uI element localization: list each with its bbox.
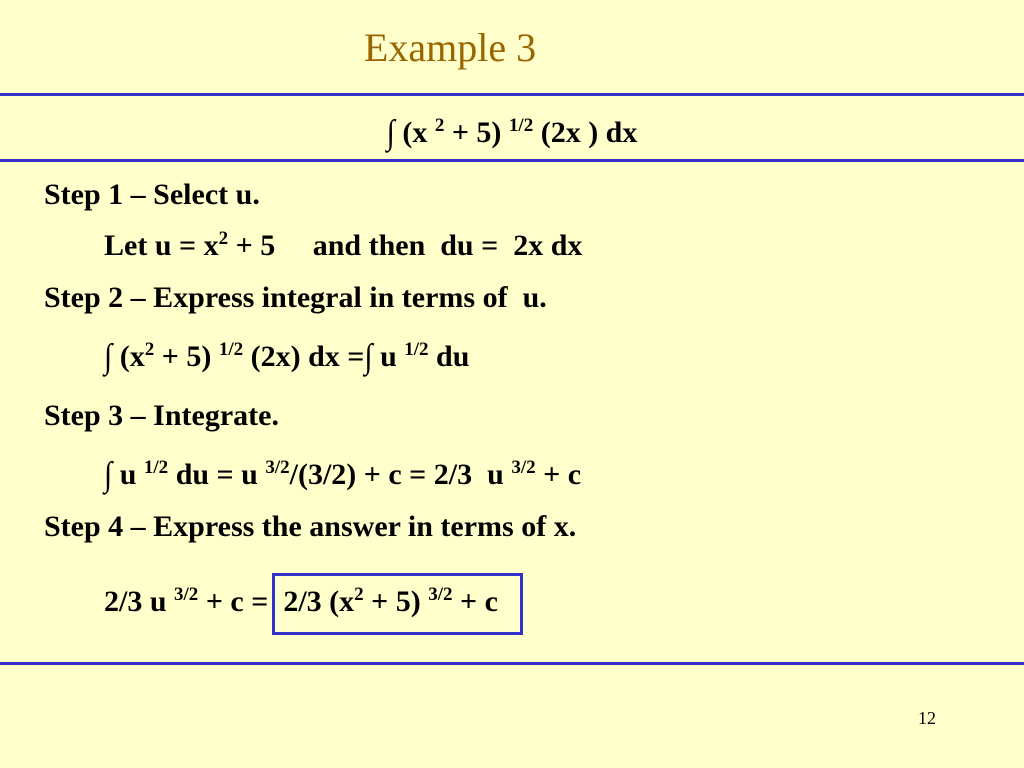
step-2-heading: Step 2 – Express integral in terms of u. xyxy=(44,281,547,314)
step-1-heading: Step 1 – Select u. xyxy=(44,178,260,211)
step-3-exponent-a: 1/2 xyxy=(143,457,169,478)
problem-divider xyxy=(0,159,1024,162)
step-1-substitution xyxy=(104,226,582,266)
step-2-text-e: du xyxy=(428,340,470,373)
step-4-heading: Step 4 – Express the answer in terms of x. xyxy=(44,510,577,543)
step-2-exponent-a: 2 xyxy=(144,339,155,360)
final-answer-text-b: + 5) xyxy=(363,585,429,618)
integral-sign: ∫ xyxy=(104,455,113,494)
step-2-exponent-b: 1/2 xyxy=(218,339,244,360)
slide-title: Example 3 xyxy=(363,25,537,70)
final-answer-exponent-1: 2 xyxy=(354,584,364,605)
page-number: 12 xyxy=(918,708,936,728)
final-answer-box xyxy=(272,573,523,635)
bottom-divider xyxy=(0,662,1024,665)
step-4-left-exponent: 3/2 xyxy=(174,584,199,605)
step-3-exponent-b: 3/2 xyxy=(265,457,290,478)
integral-sign: ∫ xyxy=(104,337,113,376)
top-divider xyxy=(0,93,1024,96)
step-2-exponent-d: 1/2 xyxy=(404,339,429,360)
integral-sign: ∫ xyxy=(386,113,395,152)
final-answer-text-c: + c xyxy=(452,585,498,618)
final-answer-text-a: 2/3 (x xyxy=(283,585,355,618)
step-3-heading: Step 3 – Integrate. xyxy=(44,399,279,432)
problem-exponent-1: 2 xyxy=(434,115,445,136)
problem-integral xyxy=(0,113,1024,153)
step-3-text-c: /(3/2) + c = 2/3 u xyxy=(289,458,512,491)
step-2-text-a: (x xyxy=(112,340,145,373)
problem-text-1: (x xyxy=(394,116,435,149)
step-3-exponent-c: 3/2 xyxy=(511,457,536,478)
step-1-exponent: 2 xyxy=(218,228,229,249)
step-2-text-b: + 5) xyxy=(154,340,219,373)
step-4-expression xyxy=(104,573,523,635)
problem-text-2: + 5) xyxy=(444,116,509,149)
step-3-text-a: u xyxy=(112,458,144,491)
step-3-expression xyxy=(104,455,581,495)
step-2-text-c: (2x) dx = xyxy=(243,340,365,373)
step-3-text-d: + c xyxy=(535,458,582,491)
problem-text-3: (2x ) dx xyxy=(533,116,638,149)
step-3-text-b: du = u xyxy=(168,458,266,491)
step-1-du-text: + 5 and then du = 2x dx xyxy=(228,229,583,262)
step-2-text-d: u xyxy=(372,340,405,373)
step-4-left-text-a: 2/3 u xyxy=(104,585,175,618)
integral-sign: ∫ xyxy=(364,337,373,376)
problem-exponent-2: 1/2 xyxy=(508,115,534,136)
final-answer-exponent-2: 3/2 xyxy=(428,584,453,605)
step-2-expression xyxy=(104,337,469,377)
step-4-left-text-b: + c = xyxy=(198,585,269,618)
step-1-let-text: Let u = x xyxy=(104,229,219,262)
